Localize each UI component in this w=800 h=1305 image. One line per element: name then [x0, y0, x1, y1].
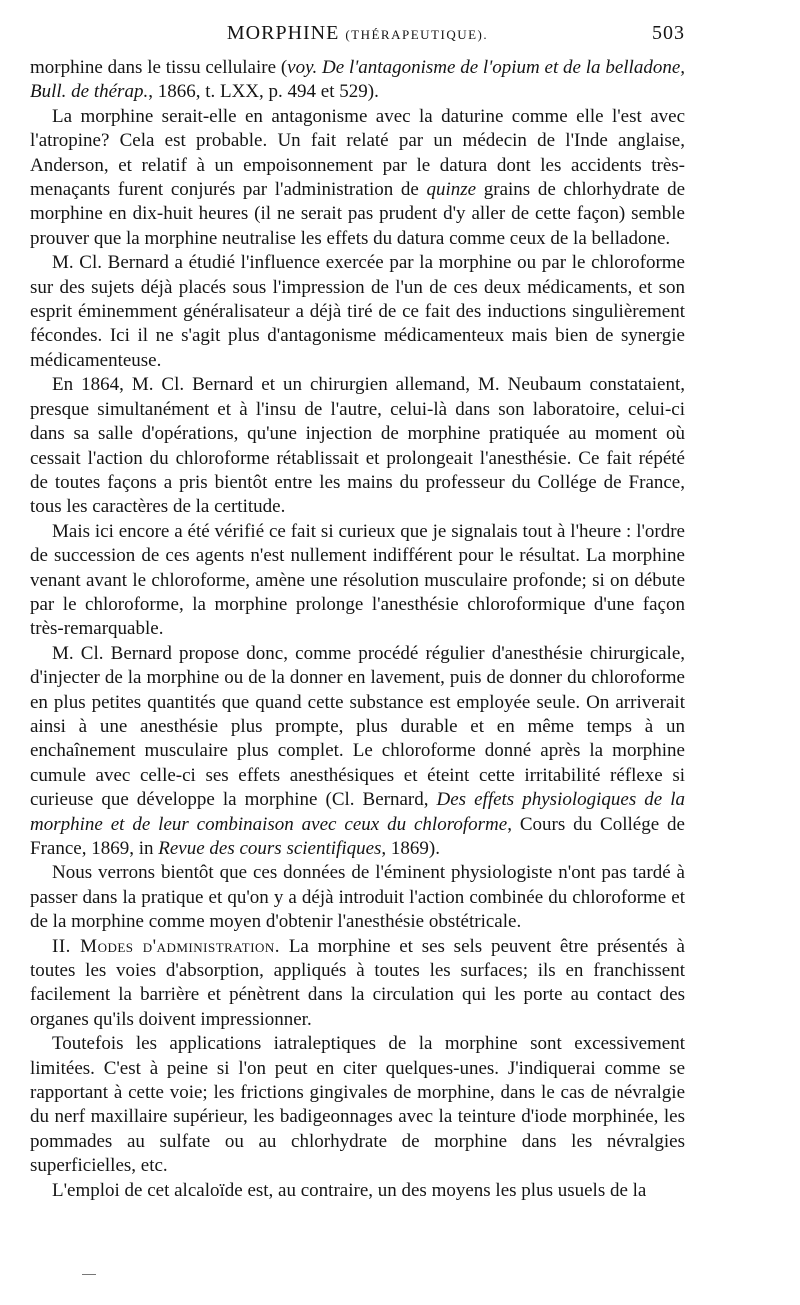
paragraph-8	[30, 935, 685, 1033]
citation-effets-physiologiques: Des effets physiologiques de la morphine et de leur combinaison avec ceux du chloroforme	[30, 789, 685, 835]
book-page	[30, 22, 685, 1203]
footer-mark	[82, 1274, 96, 1275]
paragraph-5: Mais ici encore a été vérifié ce fait si curieux que je signalais tout à l'heure : l'ordre de succession de ces agents n'est nullement indifférent pour le résultat. La morphine venant avant le chloroforme, amène une résolution musculaire profonde; si on débute par le chloroforme, la morphine prolonge l'anesthésie chloroformique d'une façon très-remarquable.	[30, 520, 685, 640]
running-title	[30, 22, 685, 45]
paragraph-7: Nous verrons bientôt que ces données de l'éminent physiologiste n'ont pas tardé à passer dans la pratique et qu'on y a déjà introduit l'action combinée du chloroforme et de la morphine comme moyen d'obtenir l'anesthésie obstétricale.	[30, 862, 685, 933]
citation-revue: Revue des cours scientifiques	[158, 838, 382, 859]
body-text	[30, 56, 685, 1203]
paragraph-10: L'emploi de cet alcaloïde est, au contraire, un des moyens les plus usuels de la	[52, 1179, 647, 1201]
paragraph-2-text: La morphine serait-elle en antagonisme avec la daturine comme elle l'est avec l'atropine? Cela est probable. Un fait relaté par un médecin de l'Inde anglaise, Anderson, et relatif à un empoisonnement par le datura dont les accidents très-menaçants furent conjurés par l'administration de	[30, 105, 685, 201]
paragraph-6-text: M. Cl. Bernard propose donc, comme procédé régulier d'anesthésie chirurgicale, d'injecter de la morphine ou de la donner en lavement, puis de donner du chloroforme en plus petites quantités que quand cette substance est employée seule. On arriverait ainsi à une anesthésie plus prompte, plus durable et en même temps à un enchaînement musculaire plus complet. Le chloroforme donné après la morphine cumule avec celle-ci ses effets anesthésiques et éteint cette irritabilité réflexe si curieuse que développe la morphine (Cl. Bernard,	[30, 642, 685, 811]
running-header	[30, 22, 685, 48]
paragraph-4: En 1864, M. Cl. Bernard et un chirurgien allemand, M. Neubaum constataient, presque simultanément et à l'insu de l'autre, celui-là dans son laboratoire, celui-ci dans sa salle d'opérations, qu'une injection de morphine pratiquée au moment où cessait l'action du chloroforme rétablissait et prolongeait l'anesthésie. Ce fait répété de toutes façons a pris bientôt entre les mains du professeur du Collége de France, tous les caractères de la certitude.	[30, 374, 685, 518]
emphasis-quinze: quinze	[426, 179, 477, 201]
citation-cours: , Cours du Collége de France, 1869, in	[30, 813, 685, 859]
paragraph-3: M. Cl. Bernard a étudié l'influence exercée par la morphine ou par le chloroforme sur des sujets déjà placés sous l'impression de l'un de ces deux médicaments, et son esprit éminemment généralisateur a déjà tiré de ce fait des inductions singulièrement fécondes. Ici il ne s'agit plus d'antagonisme médicamenteux mais bien de synergie médicamenteuse.	[30, 252, 685, 371]
paragraph-6	[30, 642, 685, 862]
paragraph-1-text: morphine dans le tissu cellulaire (	[30, 57, 288, 78]
paragraph-2	[30, 105, 685, 251]
citation-year: , 1869).	[381, 838, 440, 859]
paragraph-9: Toutefois les applications iatraleptiques de la morphine sont excessivement limitées. C'est à peine si l'on peut en citer quelques-unes. J'indiquerai comme se rapportant à cette voie; les frictions gingivales de morphine, dans le cas de névralgie du nerf maxillaire supérieur, les badigeonnages avec la teinture d'iode morphinée, les pommades au sulfate ou au chlorhydrate de morphine dans les névralgies superficielles, etc.	[30, 1033, 685, 1177]
citation-details: , 1866, t. LXX, p. 494 et 529).	[148, 81, 379, 103]
page-number: 503	[652, 22, 685, 44]
running-title-sub: (THÉRAPEUTIQUE).	[345, 27, 489, 42]
running-title-main: MORPHINE	[226, 22, 340, 44]
paragraph-8-text: La morphine et ses sels peuvent être présentés à toutes les voies d'absorption, appliqués à toutes les surfaces; ils en franchissent facilement la barrière et pénètrent dans la circulation qui les porte au contact des organes qu'ils doivent impressionner.	[30, 935, 685, 1030]
section-heading-modes: II. Modes d'administration.	[52, 935, 281, 957]
paragraph-1	[30, 56, 685, 105]
paragraph-2-rest: grains de chlorhydrate de morphine en dix-huit heures (il ne serait pas prudent d'y aller de cette façon) semble prouver que la morphine neutralise les effets du datura comme ceux de la belladone.	[30, 179, 686, 249]
citation-antagonisme: voy. De l'antagonisme de l'opium et de la belladone, Bull. de thérap.	[30, 57, 685, 103]
